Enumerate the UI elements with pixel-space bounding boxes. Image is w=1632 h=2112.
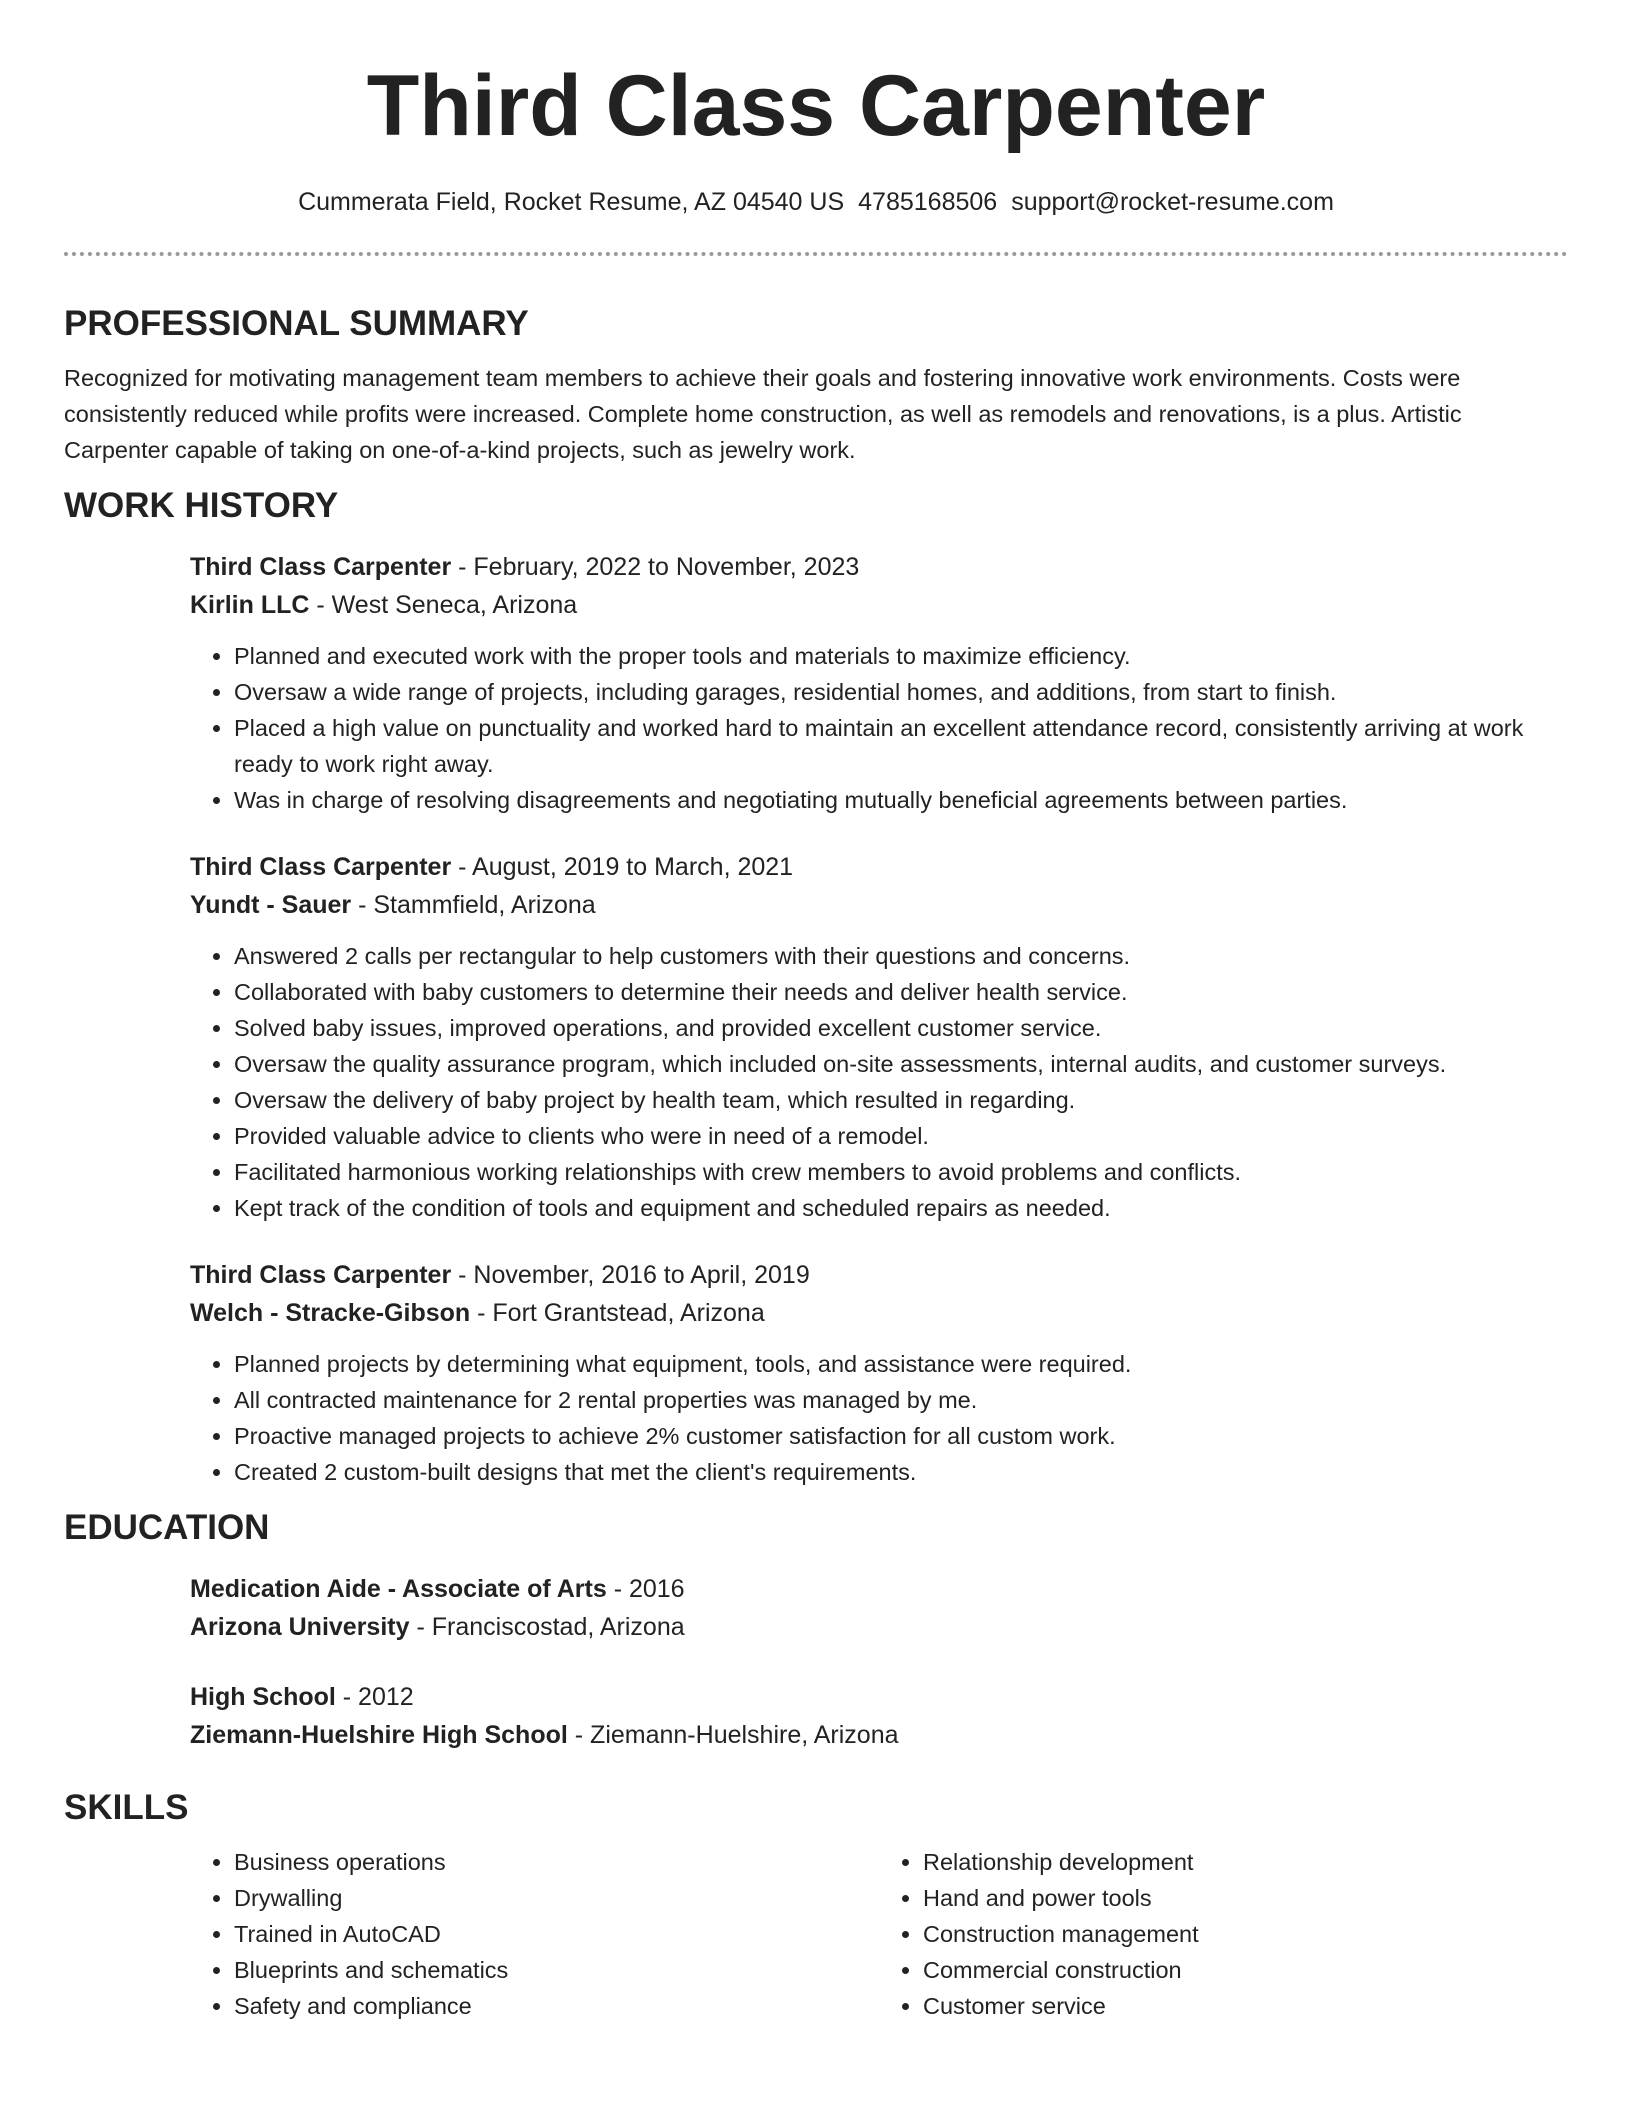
job-bullet: • Planned and executed work with the proper tools and materials to maximize efficiency. <box>234 638 1568 674</box>
job-role: Third Class Carpenter <box>190 553 452 581</box>
job-bullet: • Solved baby issues, improved operations, and provided excellent customer service. <box>234 1010 1568 1046</box>
job-bullets <box>190 1346 1568 1490</box>
job-company: Yundt - Sauer <box>190 891 352 919</box>
skill-item: • Drywalling <box>234 1880 879 1916</box>
job-bullet: • Proactive managed projects to achieve 2% customer satisfaction for all custom work. <box>234 1418 1568 1454</box>
job-dates: - February, 2022 to November, 2023 <box>451 553 860 581</box>
job-location: - Stammfield, Arizona <box>351 891 596 919</box>
job-bullets <box>190 638 1568 818</box>
job-company-line <box>190 886 1568 924</box>
education-degree: High School <box>190 1683 336 1711</box>
education-year: - 2016 <box>606 1575 685 1603</box>
education-school: Ziemann-Huelshire High School <box>190 1721 568 1749</box>
summary-heading: PROFESSIONAL SUMMARY <box>64 304 529 343</box>
job-role: Third Class Carpenter <box>190 1261 452 1289</box>
work-history-heading: WORK HISTORY <box>64 486 339 525</box>
job-bullet: • Was in charge of resolving disagreements and negotiating mutually beneficial agreements between parties. <box>234 782 1568 818</box>
skill-item: • Business operations <box>234 1844 879 1880</box>
skill-item: • Trained in AutoCAD <box>234 1916 879 1952</box>
job-title-line <box>190 848 1568 886</box>
summary-text: Recognized for motivating management team members to achieve their goals and fostering innovative work environments. Costs were consistently reduced while profits were increased. Complete home construction, as well as remodels and renovations, is a plus. Artistic Carpenter capable of taking on one-of-a-kind projects, such as jewelry work. <box>64 365 1462 463</box>
job-entry <box>190 848 1568 1226</box>
education-location: - Franciscostad, Arizona <box>409 1613 685 1641</box>
education-school-line <box>190 1716 1568 1754</box>
education-degree-line <box>190 1570 1568 1608</box>
job-bullet: • Facilitated harmonious working relationships with crew members to avoid problems and conflicts. <box>234 1154 1568 1190</box>
job-company-line <box>190 1294 1568 1332</box>
job-entry <box>190 1256 1568 1490</box>
contact-phone: 4785168506 <box>858 188 998 216</box>
skills-list-left <box>190 1844 879 2024</box>
contact-line <box>64 184 1568 220</box>
skills-list-right <box>879 1844 1568 2024</box>
job-location: - West Seneca, Arizona <box>309 591 578 619</box>
skill-item: • Hand and power tools <box>923 1880 1568 1916</box>
job-bullet: • Collaborated with baby customers to determine their needs and deliver health service. <box>234 974 1568 1010</box>
education-entry <box>190 1678 1568 1754</box>
job-location: - Fort Grantstead, Arizona <box>470 1299 765 1327</box>
job-company: Welch - Stracke-Gibson <box>190 1299 471 1327</box>
education-degree: Medication Aide - Associate of Arts <box>190 1575 607 1603</box>
job-role: Third Class Carpenter <box>190 853 452 881</box>
job-company-line <box>190 586 1568 624</box>
skill-item: • Blueprints and schematics <box>234 1952 879 1988</box>
job-dates: - August, 2019 to March, 2021 <box>451 853 794 881</box>
education-school-line <box>190 1608 1568 1646</box>
job-bullet: • Oversaw the delivery of baby project by health team, which resulted in regarding. <box>234 1082 1568 1118</box>
skill-item: • Commercial construction <box>923 1952 1568 1988</box>
contact-email: support@rocket-resume.com <box>1011 188 1334 216</box>
job-entry <box>190 548 1568 818</box>
skills-grid <box>190 1844 1568 2024</box>
education-year: - 2012 <box>335 1683 414 1711</box>
job-bullet: • Oversaw the quality assurance program, which included on-site assessments, internal audits, and customer surveys. <box>234 1046 1568 1082</box>
job-bullet: • Placed a high value on punctuality and worked hard to maintain an excellent attendance record, consistently arriving at work ready to work right away. <box>234 710 1568 782</box>
job-bullet: • Oversaw a wide range of projects, including garages, residential homes, and additions, from start to finish. <box>234 674 1568 710</box>
skill-item: • Relationship development <box>923 1844 1568 1880</box>
skill-item: • Customer service <box>923 1988 1568 2024</box>
job-bullets <box>190 938 1568 1226</box>
job-bullet: • Answered 2 calls per rectangular to help customers with their questions and concerns. <box>234 938 1568 974</box>
job-bullet: • Planned projects by determining what equipment, tools, and assistance were required. <box>234 1346 1568 1382</box>
education-entry <box>190 1570 1568 1646</box>
contact-address: Cummerata Field, Rocket Resume, AZ 04540 US <box>298 188 845 216</box>
job-company: Kirlin LLC <box>190 591 310 619</box>
skills-heading: SKILLS <box>64 1788 189 1827</box>
job-title-line <box>190 548 1568 586</box>
job-dates: - November, 2016 to April, 2019 <box>451 1261 810 1289</box>
resume-name: Third Class Carpenter <box>366 58 1266 154</box>
skill-item: • Safety and compliance <box>234 1988 879 2024</box>
job-bullet: • Provided valuable advice to clients who were in need of a remodel. <box>234 1118 1568 1154</box>
job-title-line <box>190 1256 1568 1294</box>
education-school: Arizona University <box>190 1613 410 1641</box>
job-bullet: • All contracted maintenance for 2 rental properties was managed by me. <box>234 1382 1568 1418</box>
header-divider <box>64 252 1568 256</box>
education-degree-line <box>190 1678 1568 1716</box>
education-heading: EDUCATION <box>64 1508 270 1547</box>
education-location: - Ziemann-Huelshire, Arizona <box>567 1721 899 1749</box>
job-bullet: • Kept track of the condition of tools and equipment and scheduled repairs as needed. <box>234 1190 1568 1226</box>
skill-item: • Construction management <box>923 1916 1568 1952</box>
job-bullet: • Created 2 custom-built designs that met the client's requirements. <box>234 1454 1568 1490</box>
